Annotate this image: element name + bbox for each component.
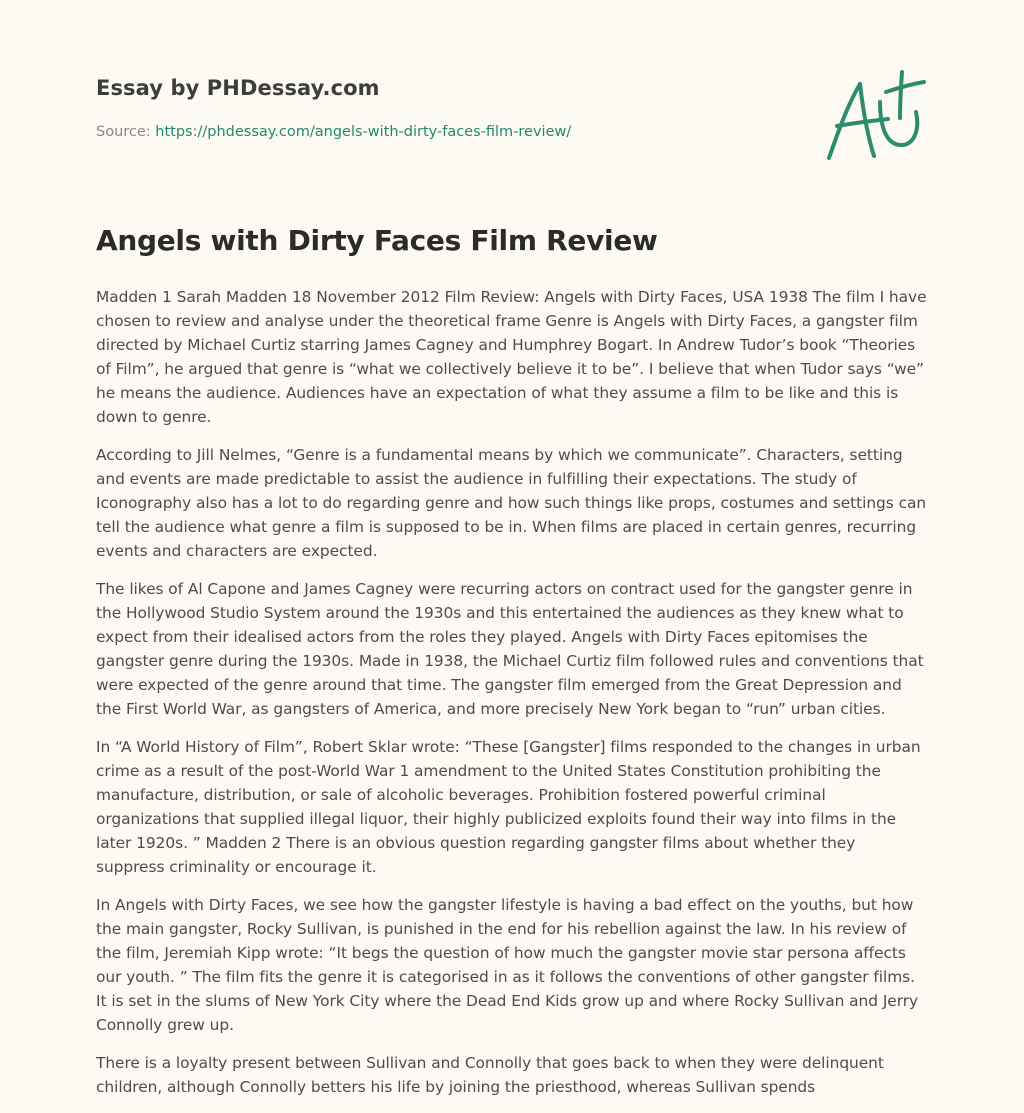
essay-paragraph: The likes of Al Capone and James Cagney were recurring actors on contract used for the gangster genre in the Hollywood Studio System around the 1930s and this entertained the audiences as they knew what to expect from their idealised actors from the roles they played. Angels with Dirty Faces epitomises the gangster genre during the 1930s. Made in 1938, the Michael Curtiz film followed rules and conventions that were expected of the genre around that time. The gangster film emerged from the Great Depression and the First World War, as gangsters of America, and more precisely New York began to “run” urban cities. <box>96 580 924 718</box>
a-plus-logo-icon <box>824 68 926 164</box>
essay-paragraph: In “A World History of Film”, Robert Sklar wrote: “These [Gangster] films responded to the changes in urban crime as a result of the post-World War 1 amendment to the United States Constitution prohibiting the manufacture, distribution, or sale of alcoholic beverages. Prohibition fostered powerful criminal organizations that supplied illegal liquor, their highly publicized exploits found their way into films in the later 1920s. ” Madden 2 There is an obvious question regarding gangster films about whether they suppress criminality or encourage it. <box>96 738 921 876</box>
essay-paragraph: There is a loyalty present between Sullivan and Connolly that goes back to when they were delinquent children, although Connolly betters his life by joining the priesthood, whereas Sullivan spends <box>96 1054 884 1096</box>
essay-paragraph: In Angels with Dirty Faces, we see how the gangster lifestyle is having a bad effect on the youths, but how the main gangster, Rocky Sullivan, is punished in the end for his rebellion against the law. In his review of the film, Jeremiah Kipp wrote: “It begs the question of how much the gangster movie star persona affects our youth. ” The film fits the genre it is categorised in as it follows the conventions of other gangster films. It is set in the slums of New York City where the Dead End Kids grow up and where Rocky Sullivan and Jerry Connolly grew up. <box>96 896 919 1034</box>
essay-title: Angels with Dirty Faces Film Review <box>96 224 658 257</box>
essay-body <box>96 285 928 1113</box>
source-link[interactable]: https://phdessay.com/angels-with-dirty-faces-film-review/ <box>155 124 572 140</box>
essay-paragraph: Madden 1 Sarah Madden 18 November 2012 Film Review: Angels with Dirty Faces, USA 1938 The film I have chosen to review and analyse under the theoretical frame Genre is Angels with Dirty Faces, a gangster film directed by Michael Curtiz starring James Cagney and Humphrey Bogart. In Andrew Tudor’s book “Theories of Film”, he argued that genre is “what we collectively believe it to be”. I believe that when Tudor says “we” he means the audience. Audiences have an expectation of what they assume a film to be like and this is down to genre. <box>96 288 927 426</box>
site-brand: Essay by PHDessay.com <box>96 76 380 100</box>
essay-paragraph: According to Jill Nelmes, “Genre is a fundamental means by which we communicate”. Characters, setting and events are made predictable to assist the audience in fulfilling their expectations. The study of Iconography also has a lot to do regarding genre and how such things like props, costumes and settings can tell the audience what genre a film is supposed to be in. When films are placed in certain genres, recurring events and characters are expected. <box>96 446 927 560</box>
site-header <box>96 0 928 180</box>
source-line <box>96 124 571 140</box>
source-label: Source: <box>96 124 156 140</box>
